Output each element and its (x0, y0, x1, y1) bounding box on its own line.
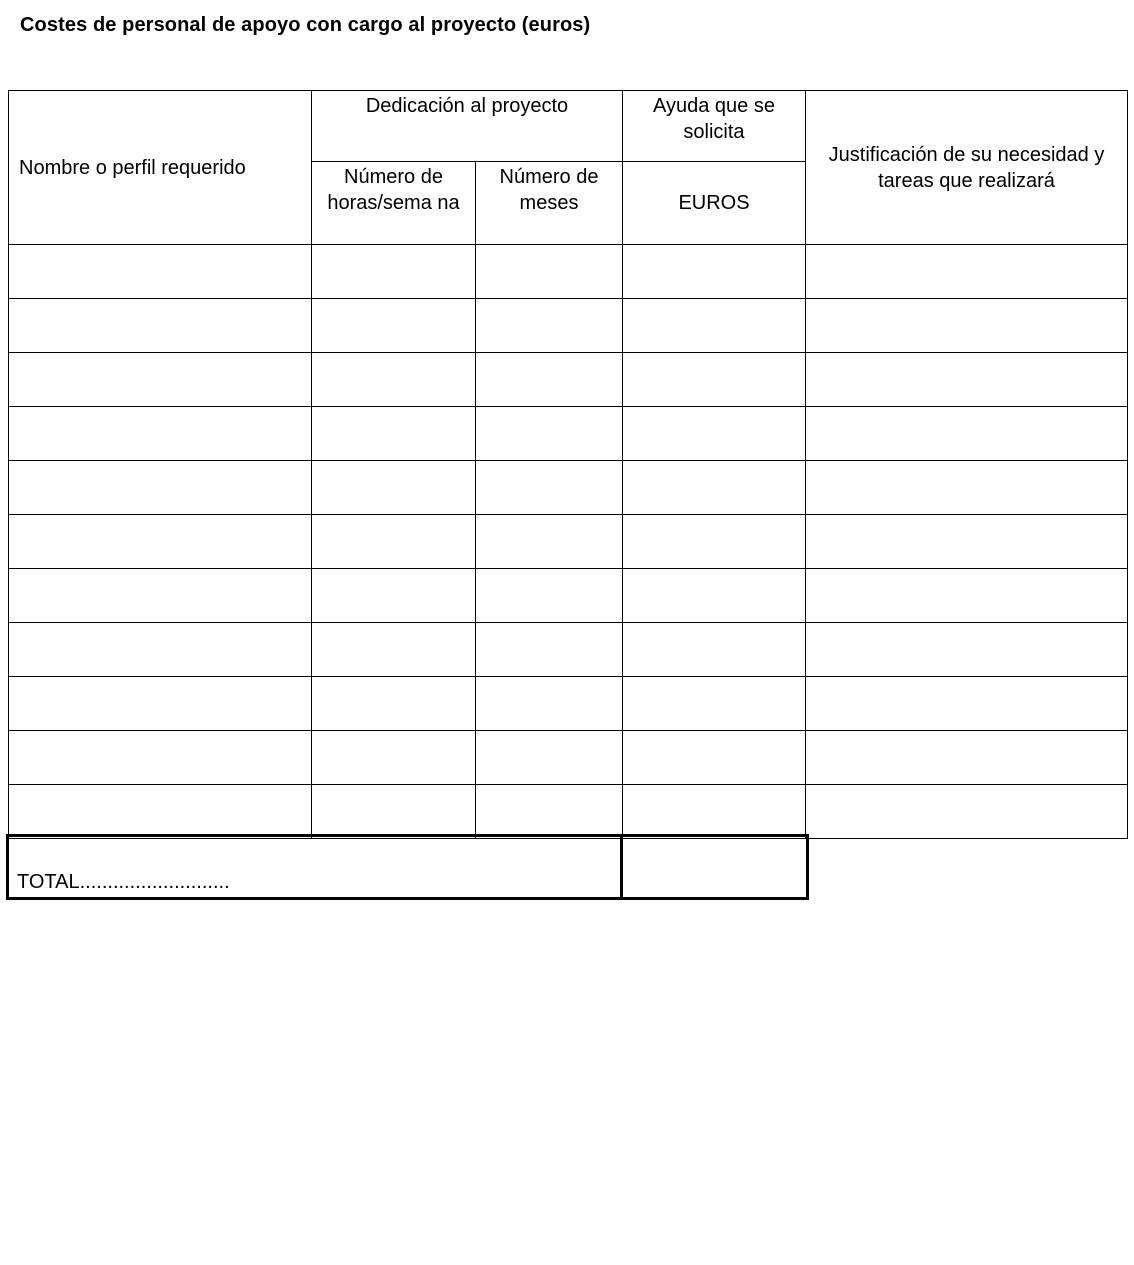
table-row (9, 245, 1128, 299)
meses-cell[interactable] (476, 515, 623, 569)
header-horas: Número de horas/sema na (312, 162, 476, 245)
meses-cell[interactable] (476, 461, 623, 515)
euros-cell[interactable] (623, 785, 806, 839)
meses-cell[interactable] (476, 569, 623, 623)
euros-cell[interactable] (623, 515, 806, 569)
nombre-cell[interactable] (9, 569, 312, 623)
horas-cell[interactable] (312, 731, 476, 785)
justificacion-cell[interactable] (806, 299, 1128, 353)
nombre-cell[interactable] (9, 731, 312, 785)
justificacion-cell[interactable] (806, 461, 1128, 515)
euros-cell[interactable] (623, 623, 806, 677)
table-row (9, 407, 1128, 461)
justificacion-cell[interactable] (806, 353, 1128, 407)
header-nombre: Nombre o perfil requerido (9, 91, 312, 245)
total-row (8, 836, 808, 899)
euros-cell[interactable] (623, 353, 806, 407)
horas-cell[interactable] (312, 623, 476, 677)
justificacion-cell[interactable] (806, 623, 1128, 677)
nombre-cell[interactable] (9, 407, 312, 461)
meses-cell[interactable] (476, 623, 623, 677)
horas-cell[interactable] (312, 515, 476, 569)
horas-cell[interactable] (312, 245, 476, 299)
horas-cell[interactable] (312, 353, 476, 407)
table-row (9, 515, 1128, 569)
table-row (9, 299, 1128, 353)
table-row (9, 785, 1128, 839)
horas-cell[interactable] (312, 785, 476, 839)
euros-cell[interactable] (623, 731, 806, 785)
nombre-cell[interactable] (9, 785, 312, 839)
euros-cell[interactable] (623, 299, 806, 353)
header-ayuda: Ayuda que se solicita (623, 91, 806, 162)
table-row (9, 353, 1128, 407)
header-dedicacion: Dedicación al proyecto (312, 91, 623, 162)
justificacion-cell[interactable] (806, 731, 1128, 785)
justificacion-cell[interactable] (806, 785, 1128, 839)
meses-cell[interactable] (476, 245, 623, 299)
table-row (9, 731, 1128, 785)
meses-cell[interactable] (476, 353, 623, 407)
nombre-cell[interactable] (9, 353, 312, 407)
table-row (9, 623, 1128, 677)
horas-cell[interactable] (312, 407, 476, 461)
header-justificacion: Justificación de su necesidad y tareas que realizará (806, 91, 1128, 245)
nombre-cell[interactable] (9, 245, 312, 299)
meses-cell[interactable] (476, 407, 623, 461)
horas-cell[interactable] (312, 299, 476, 353)
nombre-cell[interactable] (9, 299, 312, 353)
euros-cell[interactable] (623, 461, 806, 515)
nombre-cell[interactable] (9, 623, 312, 677)
justificacion-cell[interactable] (806, 407, 1128, 461)
personnel-costs-table (8, 90, 1128, 839)
total-label: TOTAL........................... (8, 836, 622, 899)
euros-cell[interactable] (623, 677, 806, 731)
justificacion-cell[interactable] (806, 569, 1128, 623)
table-row (9, 677, 1128, 731)
meses-cell[interactable] (476, 785, 623, 839)
meses-cell[interactable] (476, 299, 623, 353)
table-row (9, 569, 1128, 623)
horas-cell[interactable] (312, 677, 476, 731)
header-row-1 (9, 91, 1128, 162)
header-euros: EUROS (623, 162, 806, 245)
meses-cell[interactable] (476, 731, 623, 785)
justificacion-cell[interactable] (806, 515, 1128, 569)
meses-cell[interactable] (476, 677, 623, 731)
euros-cell[interactable] (623, 245, 806, 299)
nombre-cell[interactable] (9, 515, 312, 569)
nombre-cell[interactable] (9, 461, 312, 515)
nombre-cell[interactable] (9, 677, 312, 731)
euros-cell[interactable] (623, 569, 806, 623)
justificacion-cell[interactable] (806, 245, 1128, 299)
horas-cell[interactable] (312, 461, 476, 515)
table-row (9, 461, 1128, 515)
horas-cell[interactable] (312, 569, 476, 623)
justificacion-cell[interactable] (806, 677, 1128, 731)
total-table (6, 834, 809, 900)
page-title: Costes de personal de apoyo con cargo al proyecto (euros) (20, 14, 591, 36)
euros-cell[interactable] (623, 407, 806, 461)
total-value-cell[interactable] (622, 836, 808, 899)
header-meses: Número de meses (476, 162, 623, 245)
